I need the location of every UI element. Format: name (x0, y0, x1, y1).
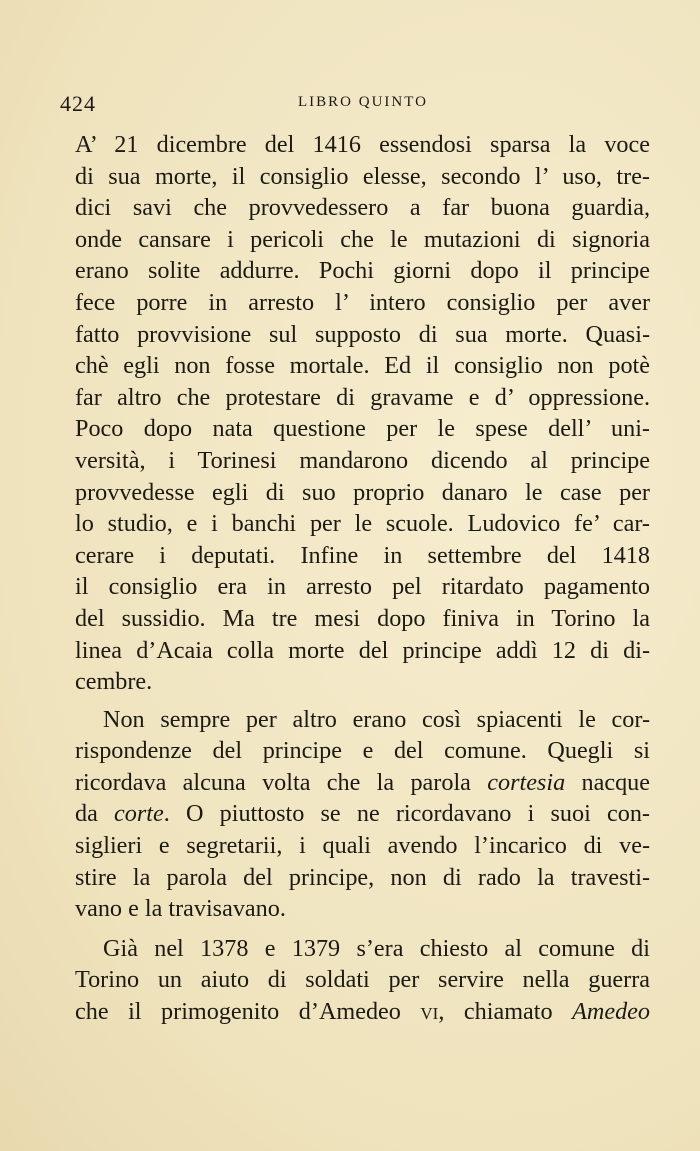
text-line: dici savi che provvedessero a far buona guardia, (75, 194, 650, 222)
text-segment: che il primogenito d’Amedeo (75, 998, 421, 1026)
text-line: Già nel 1378 e 1379 s’era chiesto al comune di (103, 934, 650, 962)
text-line (75, 996, 650, 1028)
text-line: lo studio, e i banchi per le scuole. Ludovico fe’ car- (75, 510, 650, 538)
text-line: vano e la travisavano. (75, 895, 286, 923)
text-line (75, 767, 650, 799)
text-line: del sussidio. Ma tre mesi dopo finiva in Torino la (75, 604, 650, 632)
text-line: Non sempre per altro erano così spiacenti le cor- (103, 705, 650, 733)
text-line: Torino un aiuto di soldati per servire nella guerra (75, 966, 650, 994)
running-head (60, 91, 652, 115)
text-line: onde cansare i pericoli che le mutazioni di signoria (75, 225, 650, 253)
text-line: erano solite addurre. Pochi giorni dopo il principe (75, 257, 650, 285)
text-line: linea d’Acaia colla morte del principe addì 12 di di- (75, 636, 650, 664)
text-line: cembre. (75, 668, 153, 696)
text-line (75, 798, 650, 830)
text-line: far altro che protestare di gravame e d’ oppressione. (75, 383, 650, 411)
italic-word: Amedeo (572, 998, 650, 1026)
italic-word: cortesia (487, 768, 566, 796)
text-line: provvedesse egli di suo proprio danaro le case per (75, 478, 650, 506)
text-line: stire la parola del principe, non di rado la travesti- (75, 863, 650, 891)
roman-numeral: vi (420, 998, 439, 1026)
text-line: A’ 21 dicembre del 1416 essendosi sparsa la voce (75, 131, 650, 158)
text-segment: . O piuttosto se ne ricordavano i suoi con- (163, 800, 650, 828)
text-line: cerare i deputati. Infine in settembre del 1418 (75, 541, 650, 569)
paragraph-1 (75, 129, 650, 698)
text-segment: ricordava alcuna volta che la parola (75, 768, 488, 796)
text-segment: , chiamato (438, 998, 573, 1026)
text-segment: da (75, 800, 115, 828)
text-line: chè egli non fosse mortale. Ed il consiglio non potè (75, 352, 650, 380)
text-line: il consiglio era in arresto pel ritardato pagamento (75, 573, 650, 601)
italic-word: corte (114, 800, 164, 828)
body-text (75, 129, 650, 1028)
text-line: rispondenze del principe e del comune. Quegli si (75, 737, 650, 765)
text-line: versità, i Torinesi mandarono dicendo al principe (75, 446, 650, 474)
page-number: 424 (60, 91, 96, 116)
running-title: LIBRO QUINTO (298, 94, 428, 110)
text-line: fece porre in arresto l’ intero consiglio per aver (75, 288, 650, 316)
paragraph-2 (75, 704, 650, 925)
text-line: Poco dopo nata questione per le spese dell’ uni- (75, 415, 650, 443)
text-line: fatto provvisione sul supposto di sua morte. Quasi- (75, 320, 650, 348)
text-line: di sua morte, il consiglio elesse, secondo l’ uso, tre- (75, 162, 650, 190)
text-line: siglieri e segretarii, i quali avendo l’incarico di ve- (75, 832, 650, 860)
paragraph-3 (75, 933, 650, 1028)
text-segment: nacque (565, 768, 650, 796)
